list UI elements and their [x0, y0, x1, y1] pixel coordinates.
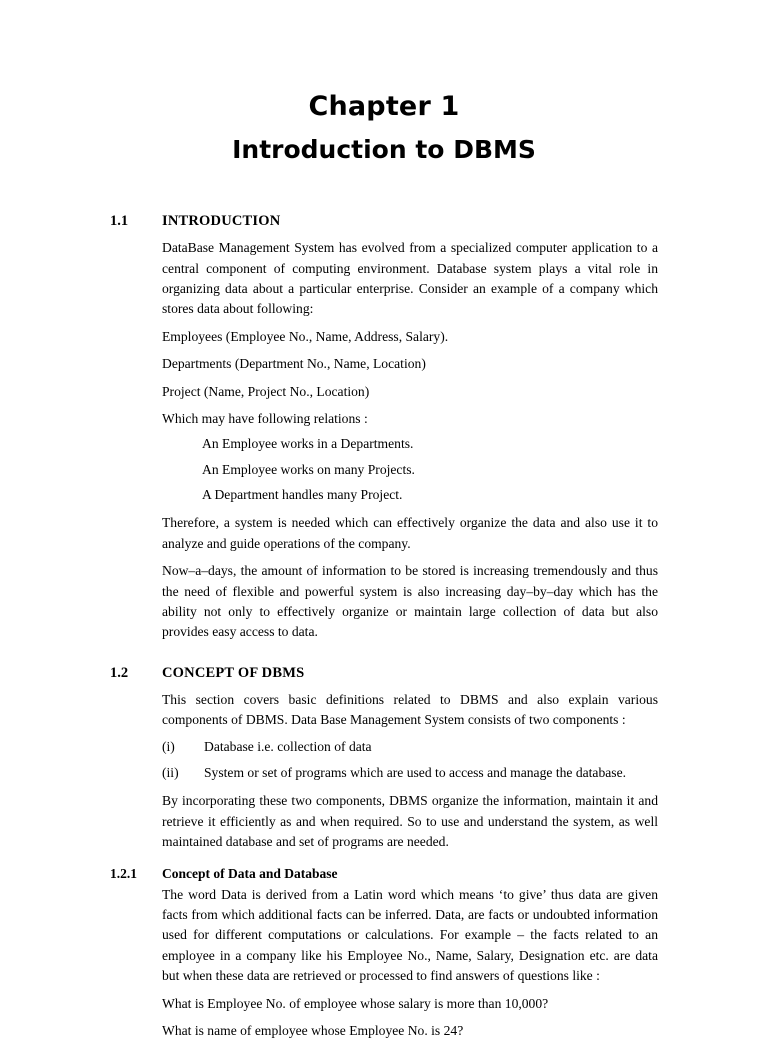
chapter-title: Introduction to DBMS — [232, 134, 536, 164]
list-item-text: System or set of programs which are used to access and manage the database. — [204, 765, 627, 780]
section-number: 1.2 — [110, 664, 129, 681]
paragraph: What is Employee No. of employee whose salary is more than 10,000? — [162, 995, 549, 1011]
section-number: 1.1 — [110, 213, 129, 230]
paragraph: What is name of employee whose Employee No. is 24? — [162, 1022, 464, 1038]
paragraph: Project (Name, Project No., Location) — [162, 383, 370, 399]
subsection-number: 1.2.1 — [110, 865, 137, 881]
section-body — [110, 690, 658, 853]
list-item — [162, 737, 658, 757]
paragraph: By incorporating these two components, DBMS organize the information, maintain it and retrieve it efficiently as and when required. So to use and understand the system, as well maintained database and set of programs are needed. — [162, 793, 658, 850]
list-item-label: (i) — [162, 738, 175, 754]
section-body — [110, 238, 658, 643]
paragraph: This section covers basic definitions related to DBMS and also explain various components of DBMS. Data Base Management System consists of two components : — [162, 691, 658, 728]
subsection-title: Concept of Data and Database — [162, 865, 338, 881]
paragraph: Departments (Department No., Name, Location) — [162, 356, 426, 372]
list-item: An Employee works on many Projects. — [202, 461, 415, 477]
paragraph: Therefore, a system is needed which can effectively organize the data and also use it to analyze and guide operations of the company. — [162, 515, 658, 551]
list-item-label: (ii) — [162, 765, 179, 780]
list-item: A Department handles many Project. — [202, 487, 403, 503]
paragraph: DataBase Management System has evolved from a specialized computer application to a central component of computing environment. Database system plays a vital role in organizing data about a particular enterprise. Consider an example of a company which stores data about following: — [162, 240, 658, 317]
paragraph: Now–a–days, the amount of information to be stored is increasing tremendously and thus the need of flexible and powerful system is also increasing day–by–day which has the ability not only to effectively organize or maintain large collection of data but also provides easy access to data. — [162, 563, 658, 640]
list-item — [162, 763, 658, 783]
section-concept-of-dbms — [110, 665, 658, 1041]
paragraph: The word Data is derived from a Latin word which means ‘to give’ thus data are given facts from which additional facts can be inferred. Data, are facts or undoubted information used for different computations or calculations. For example – the facts related to an employee in a company like his Employee No., Name, Salary, Designation etc. are data but when these data are retrieved or processed to find answers of questions like : — [162, 886, 658, 984]
section-heading — [110, 213, 658, 230]
section-title: INTRODUCTION — [162, 213, 281, 230]
paragraph: Which may have following relations : — [162, 410, 368, 426]
section-heading — [110, 665, 658, 682]
page-content — [110, 163, 658, 1041]
list-item: An Employee works in a Departments. — [202, 436, 414, 452]
list-item-text: Database i.e. collection of data — [204, 738, 372, 754]
subsection-body — [110, 885, 658, 1041]
paragraph: Employees (Employee No., Name, Address, Salary). — [162, 328, 449, 344]
section-introduction — [110, 213, 658, 643]
subsection-heading — [110, 866, 658, 882]
chapter-label: Chapter 1 — [308, 91, 460, 122]
section-title: CONCEPT OF DBMS — [162, 664, 305, 681]
subsection-concept-of-data-and-database — [110, 866, 658, 1041]
